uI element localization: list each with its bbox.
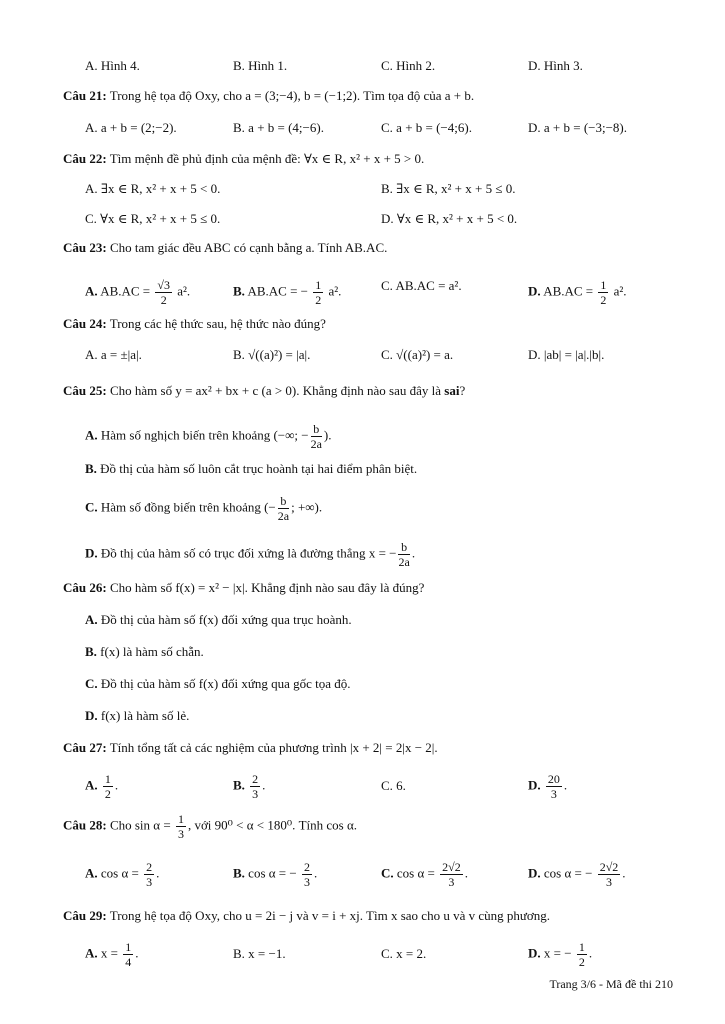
- q25-option-a: [0, 414, 725, 450]
- q28-d-num: 2√2: [599, 860, 619, 874]
- q27-options: [0, 768, 725, 804]
- q29-a-lhs: x =: [100, 945, 118, 961]
- q23-b-lhs: AB.AC = −: [247, 283, 308, 299]
- q27-b-fraction: [250, 772, 260, 801]
- q26-text: Cho hàm số f(x) = x² − |x|. Khẳng định nào sau đây là đúng?: [109, 580, 425, 595]
- q29-option-c: C. x = 2.: [381, 946, 427, 961]
- q26-d-prefix: D.: [85, 708, 98, 723]
- q25-c-interval-left: (−: [264, 499, 276, 515]
- q25-a-num: b: [311, 422, 322, 437]
- q25-option-d: [0, 532, 725, 568]
- q25-c-num: b: [278, 494, 289, 509]
- q28-a-lhs: cos α =: [100, 865, 139, 881]
- q24-option-d: D. |ab| = |a|.|b|.: [528, 347, 605, 362]
- q23-a-prefix: A.: [85, 283, 98, 299]
- q28-a-end: .: [156, 865, 160, 881]
- q25-option-a-content: [85, 422, 332, 451]
- q22-label: Câu 22:: [63, 151, 107, 166]
- q28-a-den: 3: [146, 875, 153, 889]
- q26-option-a-content: [85, 612, 352, 628]
- q24-option-b: B. √((a)²) = |a|.: [233, 347, 311, 362]
- q27-label: Câu 27:: [63, 740, 107, 755]
- q23-options: [0, 272, 725, 306]
- q27-option-a: [85, 772, 118, 801]
- q21-stem: [63, 88, 474, 104]
- q23-stem: [63, 240, 387, 256]
- q28-d-fraction: [598, 860, 621, 889]
- q25-b-prefix: B.: [85, 461, 97, 476]
- q23-option-a: [85, 278, 190, 307]
- q23-d-fraction: [598, 278, 608, 307]
- q28-c-lhs: cos α =: [396, 865, 435, 881]
- q27-b-prefix: B.: [233, 777, 245, 793]
- q23-b-num: 1: [315, 278, 322, 292]
- q25-c-interval-right: ; +∞).: [291, 499, 323, 515]
- q26-option-a: [0, 612, 725, 632]
- q26-a-text: Đồ thị của hàm số f(x) đối xứng qua trục hoành.: [100, 612, 352, 627]
- q28-d-end: .: [622, 865, 626, 881]
- q28-stem: [63, 812, 357, 846]
- q25-stem: [63, 383, 465, 399]
- q27-d-num: 20: [547, 772, 560, 786]
- q25-d-num: b: [398, 540, 409, 555]
- q28-b-num: 2: [303, 860, 310, 874]
- q20-option-b: B. Hình 1.: [233, 58, 288, 73]
- q20-option-d: D. Hình 3.: [528, 58, 583, 73]
- q23-d-tail: a².: [613, 283, 627, 299]
- q23-a-num: √3: [157, 278, 170, 292]
- q25-b-text: Đồ thị của hàm số luôn cắt trục hoành tại hai điểm phân biệt.: [100, 461, 418, 476]
- q23-a-tail: a².: [177, 283, 191, 299]
- q26-option-d: [0, 708, 725, 728]
- q29-option-a: [85, 940, 138, 969]
- q25-label: Câu 25:: [63, 383, 107, 398]
- q21-label: Câu 21:: [63, 88, 107, 103]
- q29-stem: [63, 908, 550, 924]
- q25-option-b-content: [85, 461, 417, 477]
- q25-option-c-content: [85, 494, 322, 523]
- q28-a-num: 2: [146, 860, 153, 874]
- q29-a-fraction: [123, 940, 133, 969]
- q25-d-prefix: D.: [85, 545, 98, 561]
- q28-b-fraction: [302, 860, 312, 889]
- q27-a-prefix: A.: [85, 777, 98, 793]
- q27-option-c: C. 6.: [381, 778, 406, 793]
- q23-a-den: 2: [160, 293, 167, 307]
- q23-d-prefix: D.: [528, 283, 541, 299]
- q28-b-den: 3: [303, 875, 310, 889]
- q21-option-d: D. a + b = (−3;−8).: [528, 120, 628, 135]
- q28-a-fraction: [144, 860, 154, 889]
- q27-b-end: .: [262, 777, 266, 793]
- q26-stem: [63, 580, 424, 596]
- q28-b-prefix: B.: [233, 865, 245, 881]
- q26-b-prefix: B.: [85, 644, 97, 659]
- q25-c-text: Hàm số đồng biến trên khoảng: [100, 499, 261, 515]
- q25-a-fraction: [311, 422, 322, 451]
- q25-d-end: .: [411, 545, 416, 561]
- q26-a-prefix: A.: [85, 612, 98, 627]
- q23-option-d: [528, 278, 627, 307]
- q24-option-a: A. a = ±|a|.: [85, 347, 142, 362]
- q23-option-b: [233, 278, 341, 307]
- q23-a-lhs: AB.AC =: [100, 283, 151, 299]
- q28-option-a: [85, 860, 159, 889]
- q28-option-c: [381, 860, 468, 889]
- q27-a-end: .: [114, 777, 119, 793]
- q29-d-lhs: x = −: [543, 945, 572, 961]
- q23-d-den: 2: [600, 293, 607, 307]
- q28-c-den: 3: [448, 875, 455, 889]
- q23-d-lhs: AB.AC =: [543, 283, 594, 299]
- q25-d-eq: x = −: [368, 545, 397, 561]
- q21-option-a: A. a + b = (2;−2).: [85, 120, 177, 135]
- q25-d-den: 2a: [398, 555, 410, 569]
- q21-options: [0, 120, 725, 140]
- q28-a-prefix: A.: [85, 865, 98, 881]
- q25-option-c: [0, 486, 725, 522]
- q29-label: Câu 29:: [63, 908, 107, 923]
- q28-text-post: , với 90⁰ < α < 180⁰. Tính cos α.: [187, 817, 358, 833]
- q29-option-b: B. x = −1.: [233, 946, 286, 961]
- q27-a-den: 2: [104, 787, 111, 801]
- q23-b-fraction: [313, 278, 323, 307]
- q28-fraction: [176, 812, 186, 841]
- q23-b-tail: a².: [328, 283, 342, 299]
- q26-option-c-content: [85, 676, 351, 692]
- q25-d-text: Đồ thị của hàm số có trục đối xứng là đường thẳng: [100, 545, 366, 561]
- q22-option-b: B. ∃x ∈ R, x² + x + 5 ≤ 0.: [381, 181, 516, 196]
- q20-options: [0, 58, 725, 78]
- q24-stem: [63, 316, 326, 332]
- q26-option-d-content: [85, 708, 189, 724]
- q29-d-den: 2: [578, 955, 585, 969]
- q23-a-fraction: [155, 278, 172, 307]
- q25-a-interval-left: (−∞; −: [273, 427, 309, 443]
- q20-option-c: C. Hình 2.: [381, 58, 436, 73]
- q25-option-d-content: [85, 540, 415, 569]
- q22-options-row2: [0, 211, 725, 231]
- q27-a-num: 1: [104, 772, 111, 786]
- q28-b-lhs: cos α = −: [248, 865, 297, 881]
- q24-label: Câu 24:: [63, 316, 107, 331]
- q26-b-text: f(x) là hàm số chẵn.: [100, 644, 204, 659]
- q23-d-num: 1: [600, 278, 607, 292]
- q24-option-c: C. √((a)²) = a.: [381, 347, 454, 362]
- q28-options: [0, 856, 725, 892]
- q25-text-end: ?: [459, 383, 466, 398]
- q20-option-a: A. Hình 4.: [85, 58, 140, 73]
- q28-text-pre: Cho sin α =: [109, 817, 171, 833]
- q22-option-c: C. ∀x ∈ R, x² + x + 5 ≤ 0.: [85, 211, 221, 226]
- q27-d-prefix: D.: [528, 777, 541, 793]
- q23-b-prefix: B.: [233, 283, 245, 299]
- q23-text: Cho tam giác đều ABC có cạnh bằng a. Tính AB.AC.: [109, 240, 388, 255]
- q26-option-b: [0, 644, 725, 664]
- q29-d-num: 1: [578, 940, 585, 954]
- q28-c-prefix: C.: [381, 865, 394, 881]
- q23-option-c: C. AB.AC = a².: [381, 278, 462, 293]
- q23-b-den: 2: [315, 293, 322, 307]
- q29-d-fraction: [577, 940, 587, 969]
- q27-b-num: 2: [252, 772, 259, 786]
- q29-a-prefix: A.: [85, 945, 98, 961]
- q22-stem: [63, 151, 424, 167]
- q28-den: 3: [177, 827, 184, 841]
- q28-option-b: [233, 860, 317, 889]
- q28-b-end: .: [313, 865, 318, 881]
- q28-option-d: [528, 860, 626, 889]
- q22-options-row1: [0, 181, 725, 201]
- q26-c-text: Đồ thị của hàm số f(x) đối xứng qua gốc tọa độ.: [100, 676, 351, 691]
- q21-text: Trong hệ tọa độ Oxy, cho a = (3;−4), b = (−1;2). Tìm tọa độ của a + b.: [109, 88, 475, 103]
- q25-a-interval-right: ).: [323, 427, 332, 443]
- q25-option-b: [0, 461, 725, 481]
- q28-d-lhs: cos α = −: [543, 865, 593, 881]
- q23-label: Câu 23:: [63, 240, 107, 255]
- q22-text: Tìm mệnh đề phủ định của mệnh đề: ∀x ∈ R, x² + x + 5 > 0.: [109, 151, 425, 166]
- q27-d-end: .: [563, 777, 568, 793]
- q26-option-b-content: [85, 644, 204, 660]
- q29-d-prefix: D.: [528, 945, 541, 961]
- q28-c-num: 2√2: [442, 860, 461, 874]
- q28-c-fraction: [440, 860, 463, 889]
- q25-c-den: 2a: [277, 509, 290, 523]
- q25-a-prefix: A.: [85, 427, 98, 443]
- q24-text: Trong các hệ thức sau, hệ thức nào đúng?: [109, 316, 326, 331]
- page-footer: Trang 3/6 - Mã đề thi 210: [549, 977, 673, 991]
- q29-a-num: 1: [125, 940, 132, 954]
- q21-option-b: B. a + b = (4;−6).: [233, 120, 324, 135]
- q28-num: 1: [177, 812, 184, 826]
- q29-text: Trong hệ tọa độ Oxy, cho u = 2i − j và v = i + xj. Tìm x sao cho u và v cùng phương.: [109, 908, 551, 923]
- q29-d-end: .: [588, 945, 593, 961]
- q29-a-end: .: [135, 945, 139, 961]
- q27-a-fraction: [103, 772, 113, 801]
- q26-c-prefix: C.: [85, 676, 98, 691]
- q22-option-d: D. ∀x ∈ R, x² + x + 5 < 0.: [381, 211, 518, 226]
- q27-stem: [63, 740, 438, 756]
- q26-d-text: f(x) là hàm số lẻ.: [100, 708, 190, 723]
- q24-options: [0, 347, 725, 367]
- q22-option-a: A. ∃x ∈ R, x² + x + 5 < 0.: [85, 181, 221, 196]
- q21-option-c: C. a + b = (−4;6).: [381, 120, 472, 135]
- q26-label: Câu 26:: [63, 580, 107, 595]
- q27-option-d: [528, 772, 567, 801]
- q27-option-b: [233, 772, 265, 801]
- q28-label: Câu 28:: [63, 817, 107, 833]
- q27-text: Tính tổng tất cả các nghiệm của phương trình |x + 2| = 2|x − 2|.: [109, 740, 438, 755]
- q28-c-end: .: [464, 865, 468, 881]
- q25-text: Cho hàm số y = ax² + bx + c (a > 0). Khẳng định nào sau đây là: [109, 383, 442, 398]
- q27-d-fraction: [546, 772, 562, 801]
- q25-d-fraction: [398, 540, 409, 569]
- q29-a-den: 4: [125, 955, 132, 969]
- q25-c-prefix: C.: [85, 499, 98, 515]
- q27-d-den: 3: [550, 787, 557, 801]
- q25-a-text: Hàm số nghịch biến trên khoảng: [100, 427, 271, 443]
- q27-b-den: 3: [252, 787, 259, 801]
- q26-option-c: [0, 676, 725, 696]
- q25-text-bold: sai: [444, 383, 460, 398]
- q25-c-fraction: [278, 494, 289, 523]
- q29-option-d: [528, 940, 592, 969]
- q29-options: [0, 936, 725, 972]
- q28-d-prefix: D.: [528, 865, 541, 881]
- q28-d-den: 3: [606, 875, 612, 889]
- q25-a-den: 2a: [310, 437, 322, 451]
